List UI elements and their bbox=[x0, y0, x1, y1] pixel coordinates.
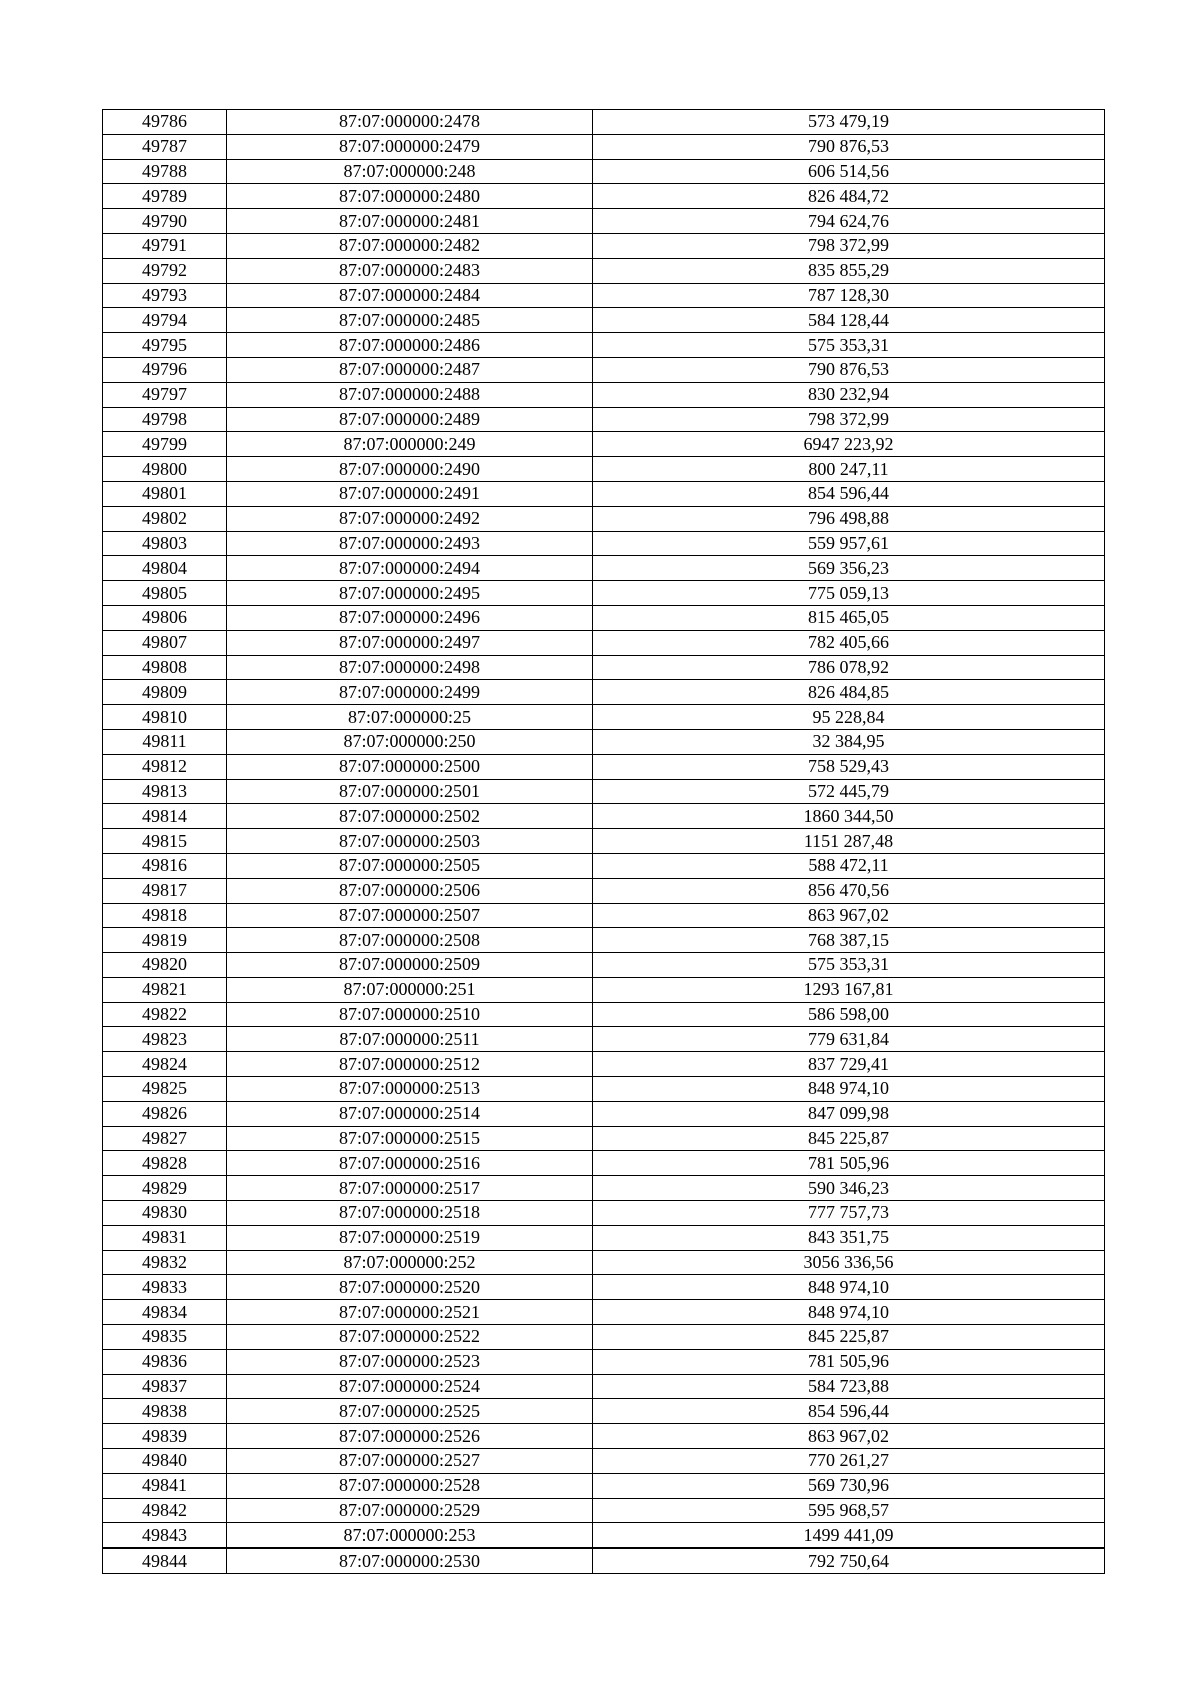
cadastral-number-cell: 87:07:000000:2506 bbox=[227, 878, 593, 903]
table-row bbox=[103, 1548, 1105, 1573]
cadastral-number-cell: 87:07:000000:2496 bbox=[227, 605, 593, 630]
row-number-cell: 49826 bbox=[103, 1101, 227, 1126]
cadastral-number-cell: 87:07:000000:2515 bbox=[227, 1126, 593, 1151]
row-number-cell: 49813 bbox=[103, 779, 227, 804]
value-cell: 777 757,73 bbox=[593, 1201, 1105, 1226]
cadastral-number-cell: 87:07:000000:2516 bbox=[227, 1151, 593, 1176]
cadastral-number-cell: 87:07:000000:2478 bbox=[227, 110, 593, 135]
cadastral-number-cell: 87:07:000000:2507 bbox=[227, 903, 593, 928]
cadastral-number-cell: 87:07:000000:2479 bbox=[227, 134, 593, 159]
table-row bbox=[103, 506, 1105, 531]
cadastral-number-cell: 87:07:000000:2490 bbox=[227, 457, 593, 482]
cadastral-number-cell: 87:07:000000:250 bbox=[227, 729, 593, 754]
table-row bbox=[103, 382, 1105, 407]
table-row bbox=[103, 1201, 1105, 1226]
value-cell: 590 346,23 bbox=[593, 1176, 1105, 1201]
cadastral-number-cell: 87:07:000000:2502 bbox=[227, 804, 593, 829]
value-cell: 856 470,56 bbox=[593, 878, 1105, 903]
cadastral-number-cell: 87:07:000000:248 bbox=[227, 159, 593, 184]
cadastral-number-cell: 87:07:000000:2484 bbox=[227, 283, 593, 308]
table-row bbox=[103, 159, 1105, 184]
row-number-cell: 49828 bbox=[103, 1151, 227, 1176]
value-cell: 800 247,11 bbox=[593, 457, 1105, 482]
cadastral-number-cell: 87:07:000000:2528 bbox=[227, 1473, 593, 1498]
table-row bbox=[103, 655, 1105, 680]
cadastral-number-cell: 87:07:000000:25 bbox=[227, 705, 593, 730]
value-cell: 792 750,64 bbox=[593, 1548, 1105, 1573]
row-number-cell: 49836 bbox=[103, 1349, 227, 1374]
table-row bbox=[103, 1449, 1105, 1474]
row-number-cell: 49822 bbox=[103, 1002, 227, 1027]
row-number-cell: 49840 bbox=[103, 1449, 227, 1474]
cadastral-number-cell: 87:07:000000:2480 bbox=[227, 184, 593, 209]
table-row bbox=[103, 853, 1105, 878]
row-number-cell: 49844 bbox=[103, 1548, 227, 1573]
value-cell: 826 484,85 bbox=[593, 680, 1105, 705]
value-cell: 845 225,87 bbox=[593, 1325, 1105, 1350]
row-number-cell: 49807 bbox=[103, 630, 227, 655]
row-number-cell: 49817 bbox=[103, 878, 227, 903]
value-cell: 854 596,44 bbox=[593, 1399, 1105, 1424]
cadastral-number-cell: 87:07:000000:2500 bbox=[227, 754, 593, 779]
cadastral-number-cell: 87:07:000000:2495 bbox=[227, 581, 593, 606]
value-cell: 843 351,75 bbox=[593, 1225, 1105, 1250]
row-number-cell: 49811 bbox=[103, 729, 227, 754]
row-number-cell: 49821 bbox=[103, 977, 227, 1002]
row-number-cell: 49834 bbox=[103, 1300, 227, 1325]
cadastral-number-cell: 87:07:000000:2525 bbox=[227, 1399, 593, 1424]
cadastral-number-cell: 87:07:000000:2491 bbox=[227, 481, 593, 506]
row-number-cell: 49843 bbox=[103, 1523, 227, 1548]
table-row bbox=[103, 581, 1105, 606]
value-cell: 863 967,02 bbox=[593, 903, 1105, 928]
table-row bbox=[103, 829, 1105, 854]
row-number-cell: 49815 bbox=[103, 829, 227, 854]
row-number-cell: 49842 bbox=[103, 1498, 227, 1523]
table-row bbox=[103, 1052, 1105, 1077]
cadastral-number-cell: 87:07:000000:2521 bbox=[227, 1300, 593, 1325]
row-number-cell: 49835 bbox=[103, 1325, 227, 1350]
value-cell: 595 968,57 bbox=[593, 1498, 1105, 1523]
cadastral-number-cell: 87:07:000000:2513 bbox=[227, 1077, 593, 1102]
row-number-cell: 49786 bbox=[103, 110, 227, 135]
value-cell: 95 228,84 bbox=[593, 705, 1105, 730]
table-row bbox=[103, 233, 1105, 258]
table-row bbox=[103, 1349, 1105, 1374]
row-number-cell: 49829 bbox=[103, 1176, 227, 1201]
table-row bbox=[103, 1250, 1105, 1275]
row-number-cell: 49833 bbox=[103, 1275, 227, 1300]
value-cell: 1151 287,48 bbox=[593, 829, 1105, 854]
row-number-cell: 49814 bbox=[103, 804, 227, 829]
value-cell: 575 353,31 bbox=[593, 953, 1105, 978]
row-number-cell: 49802 bbox=[103, 506, 227, 531]
row-number-cell: 49792 bbox=[103, 258, 227, 283]
value-cell: 848 974,10 bbox=[593, 1077, 1105, 1102]
cadastral-number-cell: 87:07:000000:2511 bbox=[227, 1027, 593, 1052]
value-cell: 787 128,30 bbox=[593, 283, 1105, 308]
cadastral-number-cell: 87:07:000000:2510 bbox=[227, 1002, 593, 1027]
row-number-cell: 49808 bbox=[103, 655, 227, 680]
value-cell: 559 957,61 bbox=[593, 531, 1105, 556]
cadastral-number-cell: 87:07:000000:2524 bbox=[227, 1374, 593, 1399]
cadastral-number-cell: 87:07:000000:2492 bbox=[227, 506, 593, 531]
table-row bbox=[103, 903, 1105, 928]
cadastral-number-cell: 87:07:000000:2485 bbox=[227, 308, 593, 333]
value-cell: 786 078,92 bbox=[593, 655, 1105, 680]
table-row bbox=[103, 928, 1105, 953]
table-row bbox=[103, 110, 1105, 135]
table-row bbox=[103, 357, 1105, 382]
value-cell: 606 514,56 bbox=[593, 159, 1105, 184]
value-cell: 1293 167,81 bbox=[593, 977, 1105, 1002]
table-row bbox=[103, 1225, 1105, 1250]
cadastral-number-cell: 87:07:000000:2498 bbox=[227, 655, 593, 680]
cadastral-number-cell: 87:07:000000:2520 bbox=[227, 1275, 593, 1300]
row-number-cell: 49798 bbox=[103, 407, 227, 432]
value-cell: 569 356,23 bbox=[593, 556, 1105, 581]
row-number-cell: 49787 bbox=[103, 134, 227, 159]
value-cell: 794 624,76 bbox=[593, 209, 1105, 234]
data-table bbox=[102, 109, 1105, 1574]
cadastral-number-cell: 87:07:000000:252 bbox=[227, 1250, 593, 1275]
table-row bbox=[103, 184, 1105, 209]
row-number-cell: 49824 bbox=[103, 1052, 227, 1077]
cadastral-number-cell: 87:07:000000:2493 bbox=[227, 531, 593, 556]
table-row bbox=[103, 432, 1105, 457]
table-row bbox=[103, 1498, 1105, 1523]
value-cell: 798 372,99 bbox=[593, 233, 1105, 258]
row-number-cell: 49795 bbox=[103, 333, 227, 358]
cadastral-number-cell: 87:07:000000:2523 bbox=[227, 1349, 593, 1374]
cadastral-number-cell: 87:07:000000:2505 bbox=[227, 853, 593, 878]
row-number-cell: 49838 bbox=[103, 1399, 227, 1424]
value-cell: 572 445,79 bbox=[593, 779, 1105, 804]
row-number-cell: 49804 bbox=[103, 556, 227, 581]
table-row bbox=[103, 481, 1105, 506]
row-number-cell: 49805 bbox=[103, 581, 227, 606]
value-cell: 770 261,27 bbox=[593, 1449, 1105, 1474]
value-cell: 830 232,94 bbox=[593, 382, 1105, 407]
row-number-cell: 49816 bbox=[103, 853, 227, 878]
cadastral-number-cell: 87:07:000000:2508 bbox=[227, 928, 593, 953]
value-cell: 588 472,11 bbox=[593, 853, 1105, 878]
row-number-cell: 49796 bbox=[103, 357, 227, 382]
value-cell: 584 128,44 bbox=[593, 308, 1105, 333]
row-number-cell: 49793 bbox=[103, 283, 227, 308]
value-cell: 6947 223,92 bbox=[593, 432, 1105, 457]
value-cell: 854 596,44 bbox=[593, 481, 1105, 506]
row-number-cell: 49789 bbox=[103, 184, 227, 209]
row-number-cell: 49801 bbox=[103, 481, 227, 506]
cadastral-number-cell: 87:07:000000:253 bbox=[227, 1523, 593, 1548]
value-cell: 782 405,66 bbox=[593, 630, 1105, 655]
value-cell: 575 353,31 bbox=[593, 333, 1105, 358]
table-row bbox=[103, 1002, 1105, 1027]
value-cell: 835 855,29 bbox=[593, 258, 1105, 283]
table-row bbox=[103, 1424, 1105, 1449]
row-number-cell: 49812 bbox=[103, 754, 227, 779]
value-cell: 1499 441,09 bbox=[593, 1523, 1105, 1548]
row-number-cell: 49819 bbox=[103, 928, 227, 953]
table-row bbox=[103, 1473, 1105, 1498]
cadastral-number-cell: 87:07:000000:2530 bbox=[227, 1548, 593, 1573]
value-cell: 569 730,96 bbox=[593, 1473, 1105, 1498]
row-number-cell: 49799 bbox=[103, 432, 227, 457]
row-number-cell: 49837 bbox=[103, 1374, 227, 1399]
table-row bbox=[103, 878, 1105, 903]
cadastral-number-cell: 87:07:000000:2488 bbox=[227, 382, 593, 407]
table-row bbox=[103, 605, 1105, 630]
value-cell: 796 498,88 bbox=[593, 506, 1105, 531]
row-number-cell: 49810 bbox=[103, 705, 227, 730]
cadastral-number-cell: 87:07:000000:2512 bbox=[227, 1052, 593, 1077]
table-row bbox=[103, 1176, 1105, 1201]
table-row bbox=[103, 1399, 1105, 1424]
row-number-cell: 49800 bbox=[103, 457, 227, 482]
row-number-cell: 49825 bbox=[103, 1077, 227, 1102]
table-row bbox=[103, 729, 1105, 754]
row-number-cell: 49803 bbox=[103, 531, 227, 556]
row-number-cell: 49823 bbox=[103, 1027, 227, 1052]
row-number-cell: 49790 bbox=[103, 209, 227, 234]
value-cell: 837 729,41 bbox=[593, 1052, 1105, 1077]
value-cell: 863 967,02 bbox=[593, 1424, 1105, 1449]
row-number-cell: 49827 bbox=[103, 1126, 227, 1151]
cadastral-number-cell: 87:07:000000:249 bbox=[227, 432, 593, 457]
table-row bbox=[103, 333, 1105, 358]
table-row bbox=[103, 134, 1105, 159]
table-row bbox=[103, 705, 1105, 730]
table-row bbox=[103, 1151, 1105, 1176]
cadastral-number-cell: 87:07:000000:2501 bbox=[227, 779, 593, 804]
table-row bbox=[103, 531, 1105, 556]
table-row bbox=[103, 804, 1105, 829]
cadastral-number-cell: 87:07:000000:2489 bbox=[227, 407, 593, 432]
value-cell: 758 529,43 bbox=[593, 754, 1105, 779]
value-cell: 848 974,10 bbox=[593, 1275, 1105, 1300]
table-row bbox=[103, 308, 1105, 333]
value-cell: 584 723,88 bbox=[593, 1374, 1105, 1399]
table-row bbox=[103, 779, 1105, 804]
table-row bbox=[103, 209, 1105, 234]
value-cell: 798 372,99 bbox=[593, 407, 1105, 432]
value-cell: 775 059,13 bbox=[593, 581, 1105, 606]
row-number-cell: 49806 bbox=[103, 605, 227, 630]
row-number-cell: 49820 bbox=[103, 953, 227, 978]
value-cell: 781 505,96 bbox=[593, 1349, 1105, 1374]
cadastral-number-cell: 87:07:000000:2483 bbox=[227, 258, 593, 283]
value-cell: 586 598,00 bbox=[593, 1002, 1105, 1027]
value-cell: 847 099,98 bbox=[593, 1101, 1105, 1126]
cadastral-number-cell: 87:07:000000:251 bbox=[227, 977, 593, 1002]
table-row bbox=[103, 1325, 1105, 1350]
row-number-cell: 49830 bbox=[103, 1201, 227, 1226]
table-row bbox=[103, 1027, 1105, 1052]
cadastral-number-cell: 87:07:000000:2486 bbox=[227, 333, 593, 358]
table-row bbox=[103, 1374, 1105, 1399]
table-row bbox=[103, 1275, 1105, 1300]
cadastral-number-cell: 87:07:000000:2517 bbox=[227, 1176, 593, 1201]
table-row bbox=[103, 630, 1105, 655]
cadastral-number-cell: 87:07:000000:2481 bbox=[227, 209, 593, 234]
cadastral-number-cell: 87:07:000000:2518 bbox=[227, 1201, 593, 1226]
table-body bbox=[103, 110, 1105, 1574]
table-row bbox=[103, 1077, 1105, 1102]
row-number-cell: 49839 bbox=[103, 1424, 227, 1449]
table-row bbox=[103, 680, 1105, 705]
table-row bbox=[103, 283, 1105, 308]
value-cell: 790 876,53 bbox=[593, 134, 1105, 159]
value-cell: 573 479,19 bbox=[593, 110, 1105, 135]
row-number-cell: 49831 bbox=[103, 1225, 227, 1250]
cadastral-number-cell: 87:07:000000:2526 bbox=[227, 1424, 593, 1449]
row-number-cell: 49809 bbox=[103, 680, 227, 705]
row-number-cell: 49818 bbox=[103, 903, 227, 928]
value-cell: 790 876,53 bbox=[593, 357, 1105, 382]
table-row bbox=[103, 556, 1105, 581]
table-row bbox=[103, 1126, 1105, 1151]
cadastral-number-cell: 87:07:000000:2487 bbox=[227, 357, 593, 382]
cadastral-number-cell: 87:07:000000:2499 bbox=[227, 680, 593, 705]
table-row bbox=[103, 457, 1105, 482]
value-cell: 845 225,87 bbox=[593, 1126, 1105, 1151]
cadastral-number-cell: 87:07:000000:2522 bbox=[227, 1325, 593, 1350]
cadastral-number-cell: 87:07:000000:2503 bbox=[227, 829, 593, 854]
row-number-cell: 49791 bbox=[103, 233, 227, 258]
value-cell: 1860 344,50 bbox=[593, 804, 1105, 829]
row-number-cell: 49794 bbox=[103, 308, 227, 333]
value-cell: 768 387,15 bbox=[593, 928, 1105, 953]
row-number-cell: 49788 bbox=[103, 159, 227, 184]
cadastral-number-cell: 87:07:000000:2509 bbox=[227, 953, 593, 978]
cadastral-number-cell: 87:07:000000:2497 bbox=[227, 630, 593, 655]
table-row bbox=[103, 407, 1105, 432]
value-cell: 781 505,96 bbox=[593, 1151, 1105, 1176]
cadastral-number-cell: 87:07:000000:2529 bbox=[227, 1498, 593, 1523]
value-cell: 3056 336,56 bbox=[593, 1250, 1105, 1275]
row-number-cell: 49832 bbox=[103, 1250, 227, 1275]
table-row bbox=[103, 1101, 1105, 1126]
table-row bbox=[103, 754, 1105, 779]
value-cell: 848 974,10 bbox=[593, 1300, 1105, 1325]
value-cell: 815 465,05 bbox=[593, 605, 1105, 630]
value-cell: 32 384,95 bbox=[593, 729, 1105, 754]
row-number-cell: 49797 bbox=[103, 382, 227, 407]
cadastral-number-cell: 87:07:000000:2482 bbox=[227, 233, 593, 258]
table-row bbox=[103, 1300, 1105, 1325]
value-cell: 826 484,72 bbox=[593, 184, 1105, 209]
cadastral-number-cell: 87:07:000000:2519 bbox=[227, 1225, 593, 1250]
cadastral-number-cell: 87:07:000000:2527 bbox=[227, 1449, 593, 1474]
row-number-cell: 49841 bbox=[103, 1473, 227, 1498]
cadastral-number-cell: 87:07:000000:2494 bbox=[227, 556, 593, 581]
table-row bbox=[103, 1523, 1105, 1548]
cadastral-number-cell: 87:07:000000:2514 bbox=[227, 1101, 593, 1126]
table-row bbox=[103, 258, 1105, 283]
table-row bbox=[103, 953, 1105, 978]
value-cell: 779 631,84 bbox=[593, 1027, 1105, 1052]
table-row bbox=[103, 977, 1105, 1002]
